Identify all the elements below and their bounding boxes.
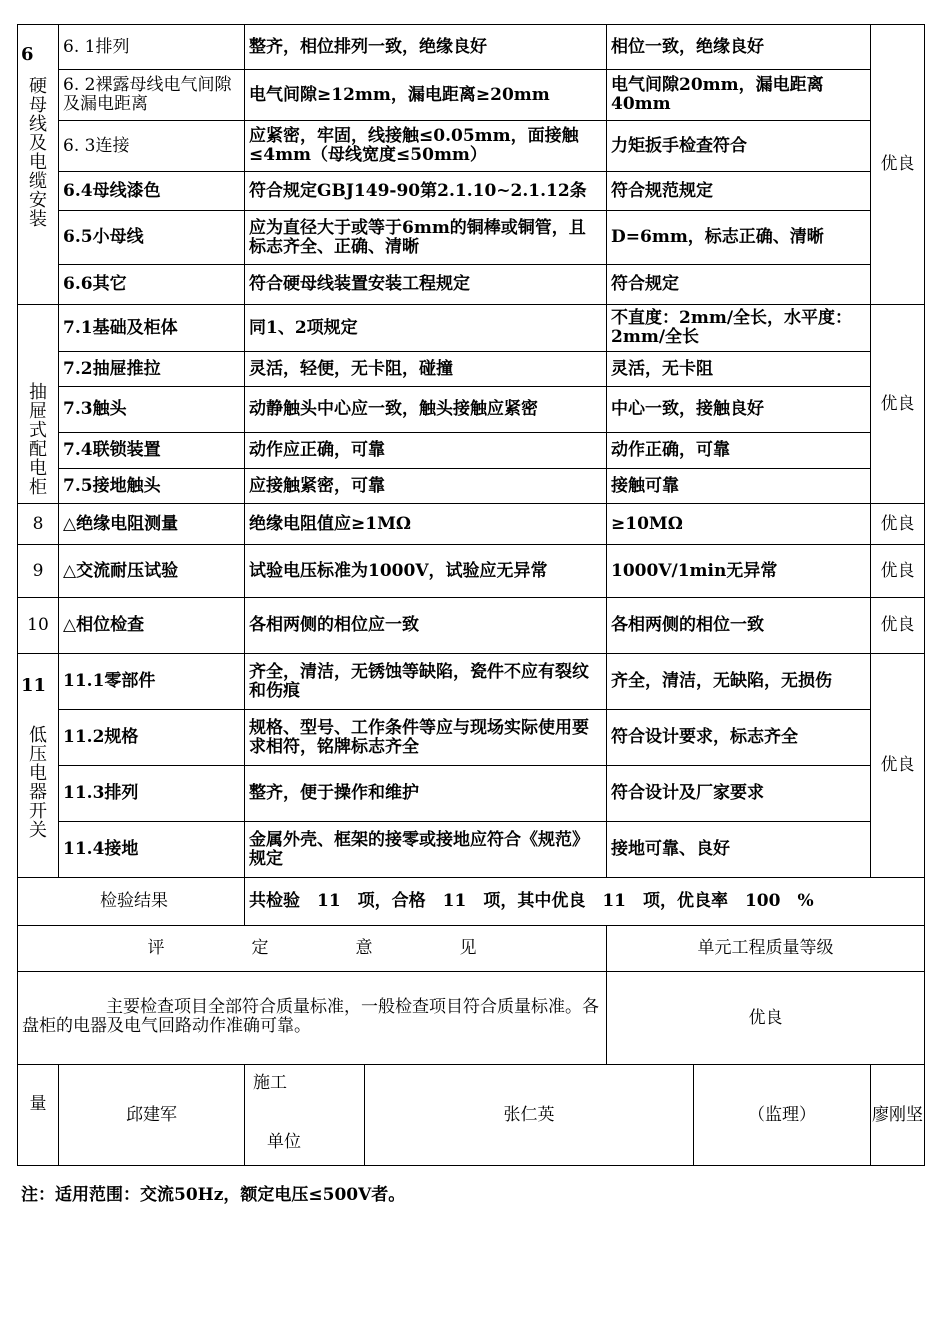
inspection-table bbox=[17, 24, 925, 1166]
signature-row bbox=[18, 1065, 925, 1166]
section11-number: 11 bbox=[21, 675, 47, 696]
result-cell: D=6mm，标志正确、清晰 bbox=[607, 211, 871, 265]
standard-cell: 动作应正确，可靠 bbox=[245, 433, 607, 469]
item-cell: 6. 1排列 bbox=[59, 25, 245, 70]
unit-label bbox=[245, 1065, 365, 1166]
item-cell: 11.3排列 bbox=[59, 766, 245, 822]
row-number: 9 bbox=[18, 545, 59, 598]
item-cell: 6. 3连接 bbox=[59, 121, 245, 172]
evaluation-heading-char: 评 bbox=[147, 938, 165, 958]
table-row bbox=[18, 469, 925, 504]
summary-label: 检验结果 bbox=[18, 878, 245, 926]
result-cell: 电气间隙20mm，漏电距离40mm bbox=[607, 70, 871, 121]
table-row bbox=[18, 710, 925, 766]
supervision-name bbox=[871, 1065, 925, 1166]
table-row bbox=[18, 822, 925, 878]
item-cell: 7.5接地触头 bbox=[59, 469, 245, 504]
standard-cell: 符合硬母线装置安装工程规定 bbox=[245, 265, 607, 305]
unit-label-line2: 单位 bbox=[267, 1132, 301, 1152]
result-cell: 1000V/1min无异常 bbox=[607, 545, 871, 598]
quality-label: 量 bbox=[18, 1065, 59, 1166]
grade-cell: 优良 bbox=[871, 598, 925, 654]
section11-title: 低压电器开关 bbox=[29, 725, 47, 841]
table-row bbox=[18, 352, 925, 387]
table-row bbox=[18, 121, 925, 172]
evaluation-heading-char: 定 bbox=[251, 938, 269, 958]
result-cell: ≥10MΩ bbox=[607, 504, 871, 545]
table-row bbox=[18, 654, 925, 710]
standard-cell: 灵活，轻便，无卡阻，碰撞 bbox=[245, 352, 607, 387]
result-cell: 力矩扳手检查符合 bbox=[607, 121, 871, 172]
section6-number: 6 bbox=[21, 44, 34, 65]
supervision-name-text: 廖刚坚 bbox=[872, 1104, 924, 1125]
grade-heading: 单元工程质量等级 bbox=[607, 926, 925, 972]
item-cell: 7.1基础及柜体 bbox=[59, 305, 245, 352]
standard-cell: 符合规定GBJ149-90第2.1.10~2.1.12条 bbox=[245, 172, 607, 211]
evaluation-grade: 优良 bbox=[607, 972, 925, 1065]
result-cell: 灵活，无卡阻 bbox=[607, 352, 871, 387]
table-row bbox=[18, 25, 925, 70]
section6-title: 硬母线及电缆安装 bbox=[29, 76, 47, 230]
evaluation-heading-row bbox=[18, 926, 925, 972]
grade-cell: 优良 bbox=[871, 504, 925, 545]
evaluation-heading-char: 意 bbox=[355, 938, 373, 958]
standard-cell: 规格、型号、工作条件等应与现场实际使用要求相符，铭牌标志齐全 bbox=[245, 710, 607, 766]
table-row bbox=[18, 433, 925, 469]
standard-cell: 绝缘电阻值应≥1MΩ bbox=[245, 504, 607, 545]
standard-cell: 应接触紧密，可靠 bbox=[245, 469, 607, 504]
table-row bbox=[18, 70, 925, 121]
result-cell: 符合设计及厂家要求 bbox=[607, 766, 871, 822]
table-row bbox=[18, 545, 925, 598]
quality-name: 邱建军 bbox=[59, 1065, 245, 1166]
evaluation-heading bbox=[18, 926, 607, 972]
standard-cell: 金属外壳、框架的接零或接地应符合《规范》规定 bbox=[245, 822, 607, 878]
result-cell: 相位一致，绝缘良好 bbox=[607, 25, 871, 70]
standard-cell: 动静触头中心应一致，触头接触应紧密 bbox=[245, 387, 607, 433]
item-cell: 6.5小母线 bbox=[59, 211, 245, 265]
standard-cell: 整齐，便于操作和维护 bbox=[245, 766, 607, 822]
result-cell: 各相两侧的相位一致 bbox=[607, 598, 871, 654]
result-cell: 符合规定 bbox=[607, 265, 871, 305]
item-cell: 6.6其它 bbox=[59, 265, 245, 305]
item-cell: 11.1零部件 bbox=[59, 654, 245, 710]
section11-label bbox=[18, 654, 59, 878]
result-cell: 中心一致，接触良好 bbox=[607, 387, 871, 433]
inspection-form bbox=[17, 24, 924, 1166]
result-cell: 齐全，清洁，无缺陷，无损伤 bbox=[607, 654, 871, 710]
item-cell: △相位检查 bbox=[59, 598, 245, 654]
result-cell: 接地可靠、良好 bbox=[607, 822, 871, 878]
section11-grade: 优良 bbox=[871, 654, 925, 878]
table-row bbox=[18, 172, 925, 211]
item-cell: 6.4母线漆色 bbox=[59, 172, 245, 211]
item-cell: △绝缘电阻测量 bbox=[59, 504, 245, 545]
table-row bbox=[18, 766, 925, 822]
unit-name: 张仁英 bbox=[365, 1065, 694, 1166]
table-row bbox=[18, 265, 925, 305]
result-cell: 接触可靠 bbox=[607, 469, 871, 504]
unit-label-line1: 施工 bbox=[253, 1073, 287, 1093]
table-row bbox=[18, 387, 925, 433]
supervision-label: （监理） bbox=[694, 1065, 871, 1166]
item-cell: 6. 2裸露母线电气间隙及漏电距离 bbox=[59, 70, 245, 121]
summary-row bbox=[18, 878, 925, 926]
result-cell: 符合设计要求，标志齐全 bbox=[607, 710, 871, 766]
standard-cell: 应为直径大于或等于6mm的铜棒或铜管，且标志齐全、正确、清晰 bbox=[245, 211, 607, 265]
section6-label bbox=[18, 25, 59, 305]
summary-text: 共检验 11 项，合格 11 项，其中优良 11 项，优良率 100 % bbox=[245, 878, 925, 926]
item-cell: 11.2规格 bbox=[59, 710, 245, 766]
standard-cell: 各相两侧的相位应一致 bbox=[245, 598, 607, 654]
standard-cell: 整齐，相位排列一致，绝缘良好 bbox=[245, 25, 607, 70]
result-cell: 符合规范规定 bbox=[607, 172, 871, 211]
table-row bbox=[18, 305, 925, 352]
section7-label bbox=[18, 305, 59, 504]
table-row bbox=[18, 598, 925, 654]
item-cell: 7.2抽屉推拉 bbox=[59, 352, 245, 387]
standard-cell: 同1、2项规定 bbox=[245, 305, 607, 352]
standard-cell: 齐全，清洁，无锈蚀等缺陷，瓷件不应有裂纹和伤痕 bbox=[245, 654, 607, 710]
section6-grade: 优良 bbox=[871, 25, 925, 305]
table-row bbox=[18, 504, 925, 545]
item-cell: 7.4联锁装置 bbox=[59, 433, 245, 469]
evaluation-heading-char: 见 bbox=[459, 938, 477, 958]
grade-cell: 优良 bbox=[871, 545, 925, 598]
result-cell: 不直度：2mm/全长，水平度：2mm/全长 bbox=[607, 305, 871, 352]
section7-grade: 优良 bbox=[871, 305, 925, 504]
evaluation-opinion: 主要检查项目全部符合质量标准，一般检查项目符合质量标准。各盘柜的电器及电气回路动作准确可靠。 bbox=[18, 972, 607, 1065]
item-cell: 11.4接地 bbox=[59, 822, 245, 878]
evaluation-row bbox=[18, 972, 925, 1065]
item-cell: △交流耐压试验 bbox=[59, 545, 245, 598]
row-number: 10 bbox=[18, 598, 59, 654]
row-number: 8 bbox=[18, 504, 59, 545]
table-row bbox=[18, 211, 925, 265]
section7-title: 抽屉式配电柜 bbox=[29, 382, 47, 498]
standard-cell: 应紧密，牢固，线接触≤0.05mm，面接触≤4mm（母线宽度≤50mm） bbox=[245, 121, 607, 172]
standard-cell: 电气间隙≥12mm，漏电距离≥20mm bbox=[245, 70, 607, 121]
item-cell: 7.3触头 bbox=[59, 387, 245, 433]
footnote: 注：适用范围：交流50Hz，额定电压≤500V者。 bbox=[21, 1185, 406, 1205]
standard-cell: 试验电压标准为1000V，试验应无异常 bbox=[245, 545, 607, 598]
result-cell: 动作正确，可靠 bbox=[607, 433, 871, 469]
